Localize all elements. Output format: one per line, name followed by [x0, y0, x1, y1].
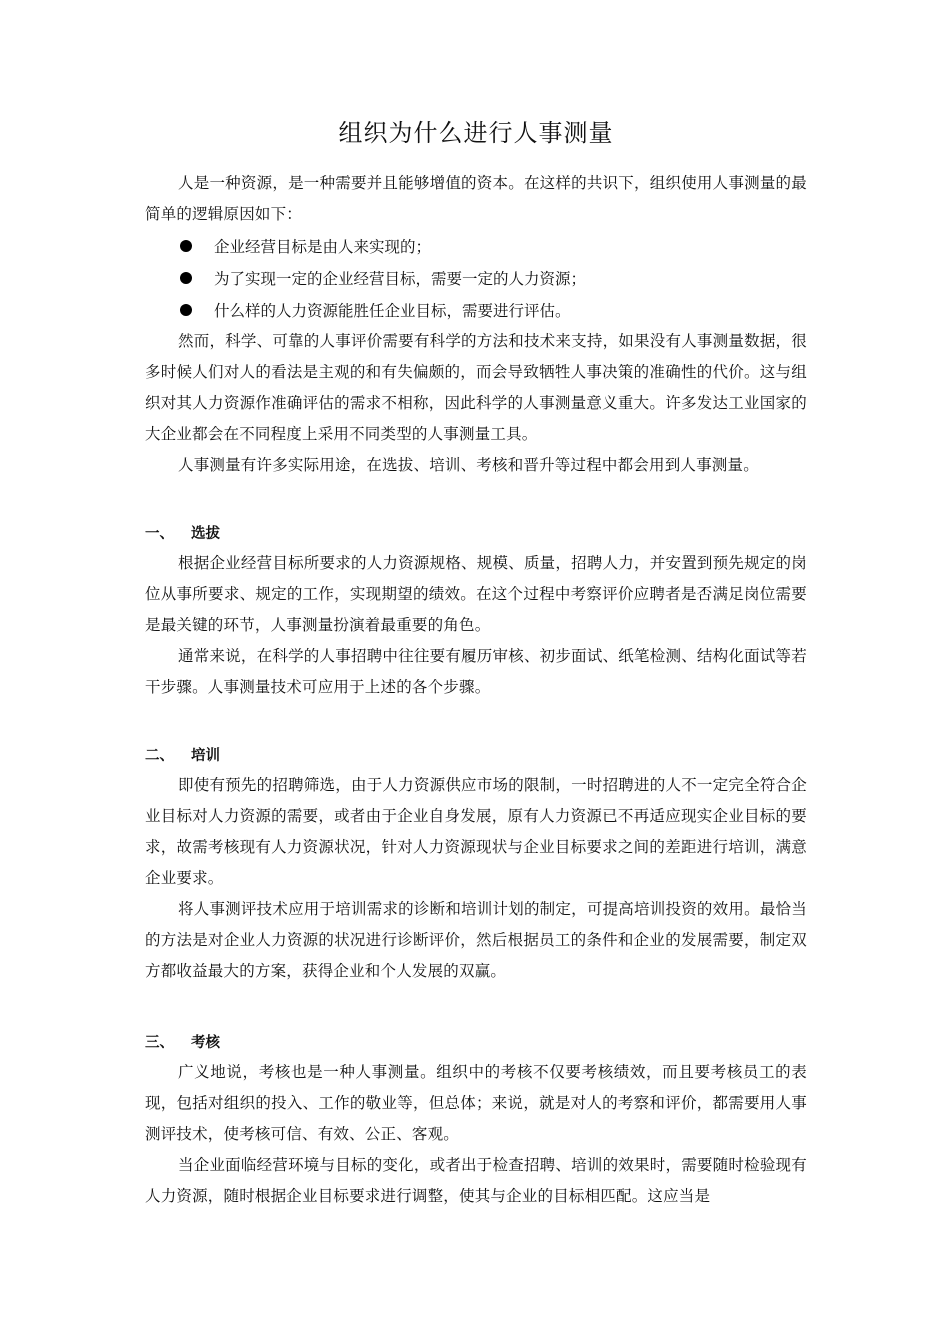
- intro-paragraph-1: 人是一种资源，是一种需要并且能够增值的资本。在这样的共识下，组织使用人事测量的最简单的逻辑原因如下：: [145, 174, 807, 223]
- section-heading: [145, 1029, 807, 1057]
- section-number: 一、: [145, 526, 174, 542]
- intro-paragraph-3: 人事测量有许多实际用途，在选拔、培训、考核和晋升等过程中都会用到人事测量。: [178, 456, 759, 474]
- section-training: [145, 742, 807, 987]
- section-paragraph: 广义地说，考核也是一种人事测量。组织中的考核不仅要考核绩效，而且要考核员工的表现，包括对组织的投入、工作的敬业等，但总体；来说，就是对人的考察和评价，都需要用人事测评技术，使考核可信、有效、公正、客观。: [145, 1063, 807, 1143]
- section-title: 考核: [191, 1035, 220, 1051]
- section-selection: [145, 520, 807, 703]
- section-heading: [145, 742, 807, 770]
- section-assessment: [145, 1029, 807, 1212]
- section-heading: [145, 520, 807, 548]
- section-title: 培训: [191, 748, 220, 764]
- section-paragraph: 通常来说，在科学的人事招聘中往往要有履历审核、初步面试、纸笔检测、结构化面试等若干步骤。人事测量技术可应用于上述的各个步骤。: [145, 647, 807, 696]
- bullet-item: [145, 262, 807, 294]
- bullet-list: [145, 230, 807, 326]
- bullet-dot-icon: [180, 240, 192, 252]
- section-number: 二、: [145, 748, 174, 764]
- bullet-dot-icon: [180, 304, 192, 316]
- bullet-text: 为了实现一定的企业经营目标，需要一定的人力资源；: [214, 270, 587, 288]
- intro-paragraph-2: 然而，科学、可靠的人事评价需要有科学的方法和技术来支持，如果没有人事测量数据，很多时候人们对人的看法是主观的和有失偏颇的，而会导致牺牲人事决策的准确性的代价。这与组织对其人力资源作准确评估的需求不相称，因此科学的人事测量意义重大。许多发达工业国家的大企业都会在不同程度上采用不同类型的人事测量工具。: [145, 332, 807, 443]
- section-paragraph: 当企业面临经营环境与目标的变化，或者出于检查招聘、培训的效果时，需要随时检验现有人力资源，随时根据企业目标要求进行调整，使其与企业的目标相匹配。这应当是: [145, 1156, 807, 1205]
- bullet-text: 什么样的人力资源能胜任企业目标，需要进行评估。: [214, 302, 571, 320]
- bullet-dot-icon: [180, 272, 192, 284]
- intro-block: [145, 168, 807, 481]
- bullet-item: [145, 230, 807, 262]
- section-number: 三、: [145, 1035, 174, 1051]
- section-paragraph: 即使有预先的招聘筛选，由于人力资源供应市场的限制，一时招聘进的人不一定完全符合企业目标对人力资源的需要，或者由于企业自身发展，原有人力资源已不再适应现实企业目标的要求，故需考核现有人力资源状况，针对人力资源现状与企业目标要求之间的差距进行培训，满意企业要求。: [145, 776, 807, 887]
- section-title: 选拔: [191, 526, 220, 542]
- bullet-item: [145, 294, 807, 326]
- section-paragraph: 根据企业经营目标所要求的人力资源规格、规模、质量，招聘人力，并安置到预先规定的岗位从事所要求、规定的工作，实现期望的绩效。在这个过程中考察评价应聘者是否满足岗位需要是最关键的环节，人事测量扮演着最重要的角色。: [145, 554, 807, 634]
- section-paragraph: 将人事测评技术应用于培训需求的诊断和培训计划的制定，可提高培训投资的效用。最恰当的方法是对企业人力资源的状况进行诊断评价，然后根据员工的条件和企业的发展需要，制定双方都收益最大的方案，获得企业和个人发展的双赢。: [145, 900, 807, 980]
- bullet-text: 企业经营目标是由人来实现的；: [214, 238, 432, 256]
- page-title: 组织为什么进行人事测量: [338, 119, 614, 147]
